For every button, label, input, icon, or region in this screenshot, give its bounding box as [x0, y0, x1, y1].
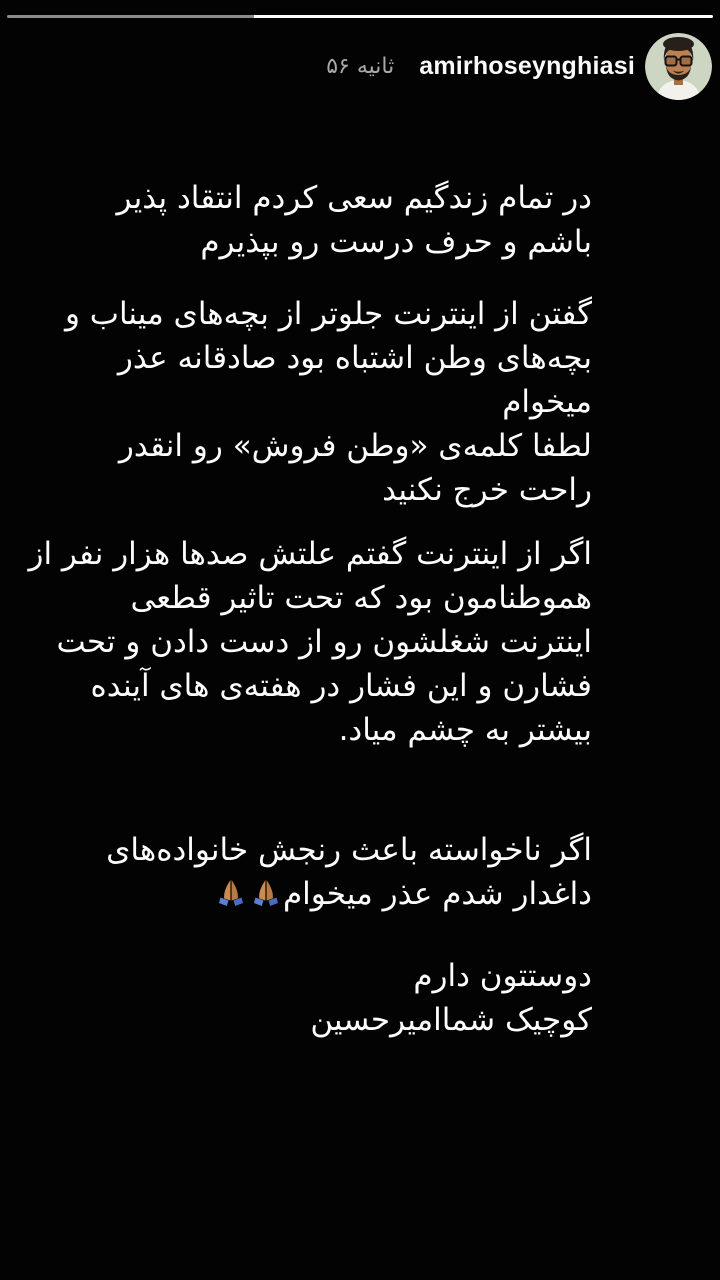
- story-timestamp: ۵۶ ثانیه: [326, 53, 395, 79]
- praying-hands-emoji: [249, 877, 283, 911]
- text-line: اگر ناخواسته باعث رنجش خانواده‌های: [106, 832, 592, 868]
- avatar-portrait-illustration: [645, 33, 712, 100]
- progress-remaining-segment: [7, 15, 254, 18]
- story-progress-bar: [7, 15, 713, 18]
- praying-hands-emoji: [214, 877, 248, 911]
- text-line: اینترنت شغلشون رو از دست دادن و تحت: [56, 624, 592, 660]
- text-line: لطفا کلمه‌ی «وطن فروش» رو انقدر: [118, 428, 592, 464]
- text-line: دوستتون دارم: [413, 958, 592, 994]
- paragraph-apology-minab: [65, 292, 592, 512]
- text-line: گفتن از اینترنت جلوتر از بچه‌های میناب و: [64, 296, 592, 332]
- text-line: اگر از اینترنت گفتم علتش صدها هزار نفر از: [28, 536, 592, 572]
- text-line: فشارن و این فشار در هفته‌ی های آینده: [90, 668, 592, 704]
- text-line: میخوام: [502, 384, 592, 420]
- text-line: در تمام زندگیم سعی کردم انتقاد پذیر: [116, 180, 592, 216]
- progress-filled-segment: [254, 15, 713, 18]
- story-username[interactable]: amirhoseynghiasi: [419, 51, 635, 80]
- text-line: داغدار شدم عذر میخوام: [282, 876, 592, 912]
- text-line: هموطنامون بود که تحت تاثیر قطعی: [130, 580, 592, 616]
- paragraph-internet-reason: [29, 532, 593, 752]
- text-line: بیشتر به چشم میاد.: [338, 712, 592, 748]
- avatar[interactable]: [645, 33, 712, 100]
- text-line: کوچیک شماامیرحسین: [310, 1002, 592, 1038]
- text-line: بچه‌های وطن اشتباه بود صادقانه عذر: [117, 340, 592, 376]
- paragraph-apology-families: [106, 828, 592, 916]
- text-line-with-emoji: [106, 872, 592, 916]
- story-header: [0, 32, 712, 100]
- paragraph-signoff: [310, 954, 592, 1042]
- text-line: باشم و حرف درست رو بپذیرم: [200, 224, 592, 260]
- text-line: راحت خرج نکنید: [382, 472, 592, 508]
- paragraph-self-criticism: [117, 176, 593, 264]
